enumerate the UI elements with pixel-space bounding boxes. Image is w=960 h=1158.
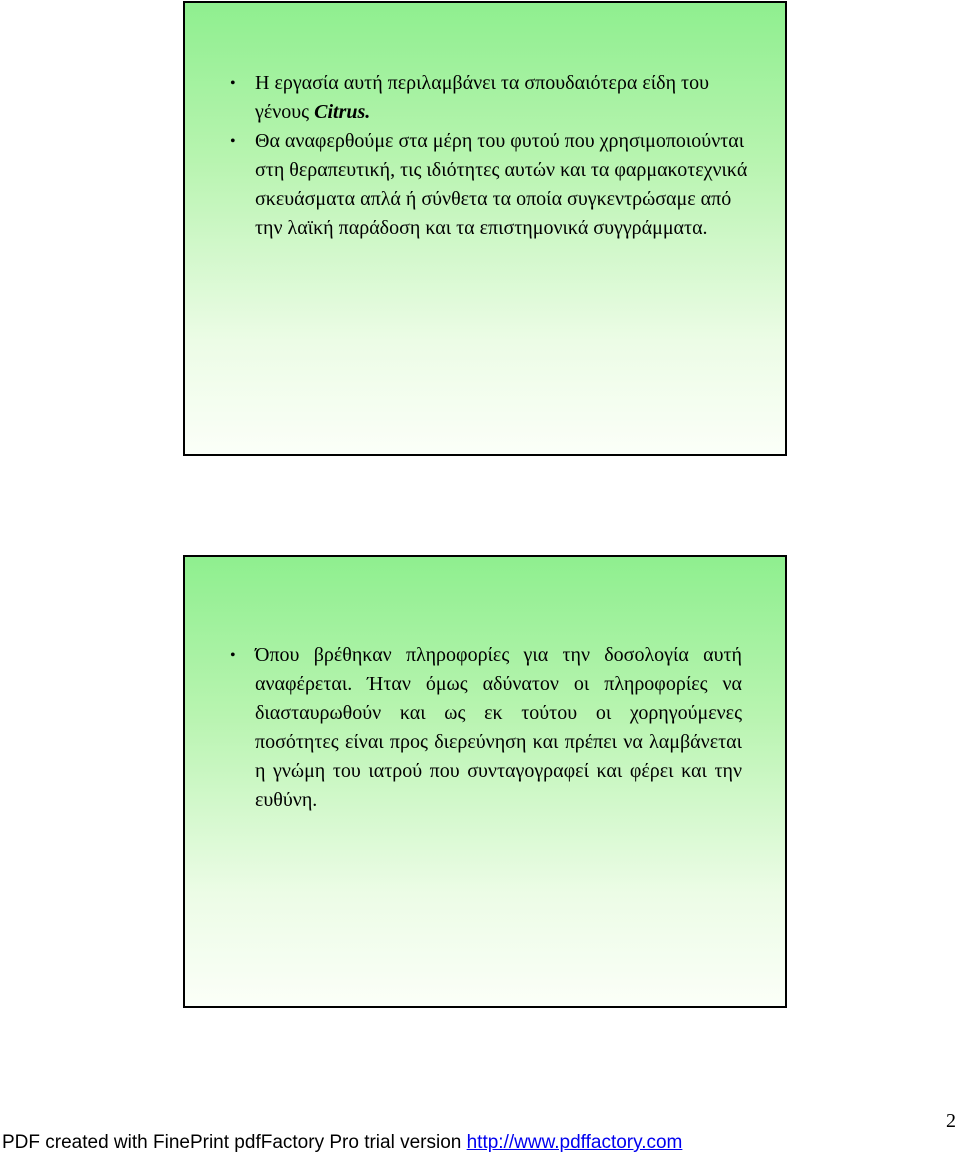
- bullet-icon: •: [230, 133, 236, 150]
- bullet-item: [230, 641, 742, 815]
- bullet-icon: •: [230, 75, 236, 92]
- pdf-footer: [2, 1132, 682, 1154]
- bullet-item: [230, 69, 750, 127]
- page-number: 2: [946, 1110, 956, 1132]
- genus-name: Citrus.: [314, 101, 371, 123]
- bullet-list: [230, 69, 750, 243]
- bullet-text: Όπου βρέθηκαν πληροφορίες για την δοσολογία αυτή αναφέρεται. Ήταν όμως αδύνατον οι πληροφορίες να διασταυρωθούν και ως εκ τούτου οι χορηγούμενες ποσότητες είναι προς διερεύνηση και πρέπει να λαμβάνεται η γνώμη του ιατρού που συνταγογραφεί και φέρει και την ευθύνη.: [255, 644, 742, 811]
- slide-top: [183, 1, 787, 456]
- bullet-text: Η εργασία αυτή περιλαμβάνει τα σπουδαιότερα είδη του γένους: [255, 72, 709, 123]
- footer-link[interactable]: http://www.pdffactory.com: [466, 1132, 683, 1153]
- bullet-list: [230, 641, 742, 815]
- bullet-item: [230, 127, 750, 243]
- bullet-icon: •: [230, 647, 236, 664]
- slide-bottom: [183, 555, 787, 1008]
- bullet-text: Θα αναφερθούμε στα μέρη του φυτού που χρησιμοποιούνται στη θεραπευτική, τις ιδιότητες αυτών και τα φαρμακοτεχνικά σκευάσματα απλά ή σύνθετα τα οποία συγκεντρώσαμε από την λαϊκή παράδοση και τα επιστημονικά συγγράμματα.: [255, 130, 748, 239]
- footer-text: PDF created with FinePrint pdfFactory Pro trial version: [2, 1132, 467, 1153]
